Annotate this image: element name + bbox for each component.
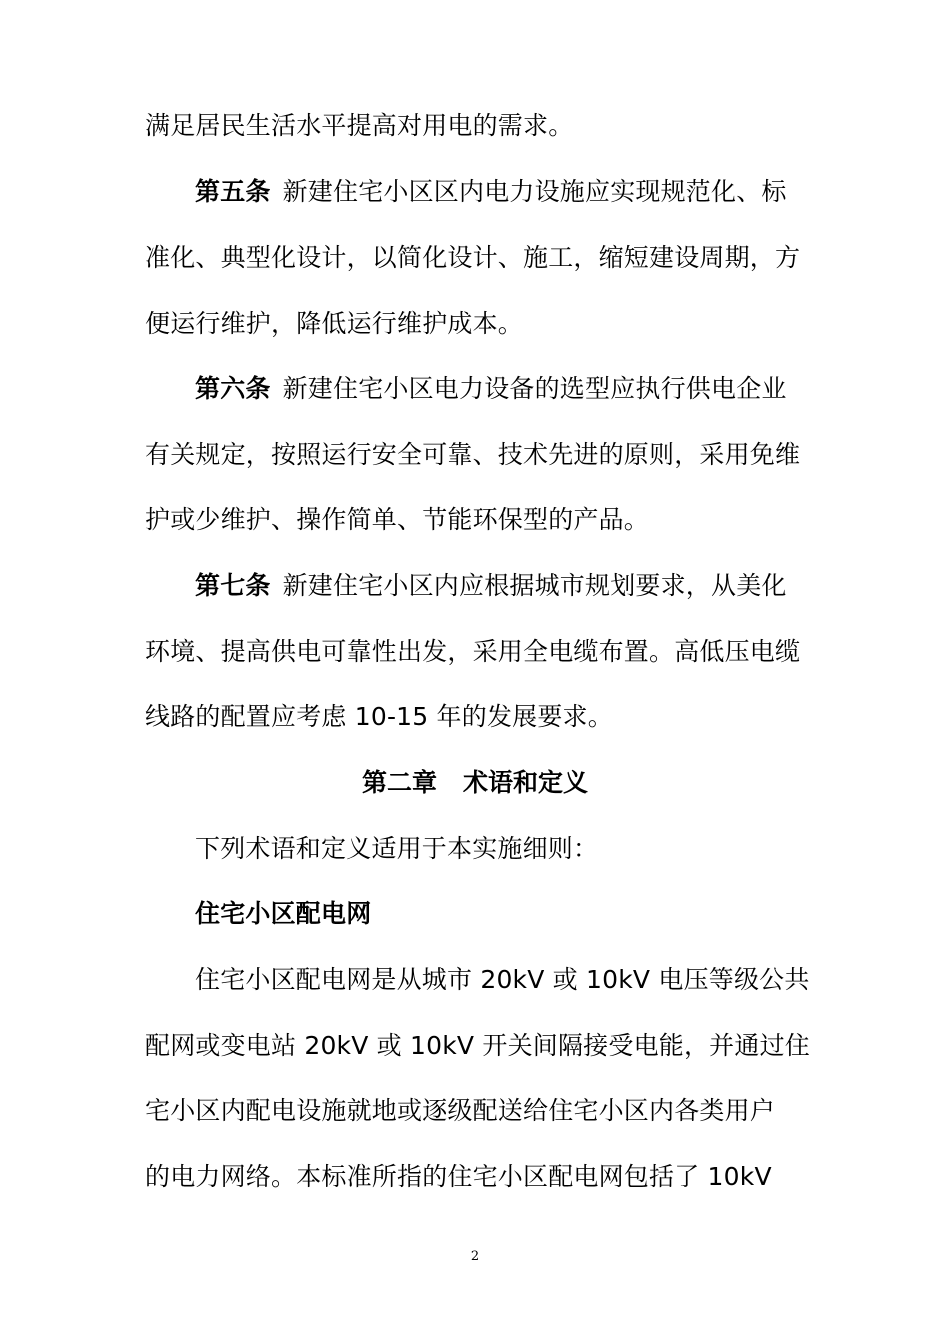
article-7-text: 新建住宅小区内应根据城市规划要求，从美化	[282, 571, 787, 600]
article-5-line-1	[195, 172, 825, 212]
term-heading: 住宅小区配电网	[195, 899, 372, 928]
article-7-line-1	[195, 566, 825, 606]
term-line-1: 住宅小区配电网是从城市 20kV 或 10kV 电压等级公共	[195, 965, 810, 994]
article-7-line-2: 环境、提高供电可靠性出发，采用全电缆布置。高低压电缆	[145, 637, 801, 666]
paragraph-line: 满足居民生活水平提高对用电的需求。	[145, 111, 574, 140]
article-6-line-1	[195, 369, 825, 409]
term-line-3: 宅小区内配电设施就地或逐级配送给住宅小区内各类用户	[145, 1096, 776, 1125]
article-5-line-2: 准化、典型化设计，以简化设计、施工，缩短建设周期，方	[145, 243, 801, 272]
chapter-number: 第二章	[361, 768, 437, 797]
page-number: 2	[470, 1249, 480, 1264]
article-5-label: 第五条	[195, 177, 271, 206]
chapter-title: 术语和定义	[463, 768, 589, 797]
article-5-text: 新建住宅小区区内电力设施应实现规范化、标	[282, 177, 787, 206]
article-7-label: 第七条	[195, 571, 271, 600]
article-7-line-3: 线路的配置应考虑 10-15 年的发展要求。	[145, 702, 613, 731]
article-5-line-3: 便运行维护，降低运行维护成本。	[145, 309, 524, 338]
article-6-label: 第六条	[195, 374, 271, 403]
article-6-line-2: 有关规定，按照运行安全可靠、技术先进的原则，采用免维	[145, 440, 801, 469]
article-6-text: 新建住宅小区电力设备的选型应执行供电企业	[282, 374, 787, 403]
article-6-line-3: 护或少维护、操作简单、节能环保型的产品。	[145, 505, 650, 534]
intro-line: 下列术语和定义适用于本实施细则：	[195, 834, 599, 863]
term-line-4: 的电力网络。本标准所指的住宅小区配电网包括了 10kV	[145, 1162, 772, 1191]
chapter-heading	[0, 763, 950, 803]
term-line-2: 配网或变电站 20kV 或 10kV 开关间隔接受电能，并通过住	[145, 1031, 810, 1060]
